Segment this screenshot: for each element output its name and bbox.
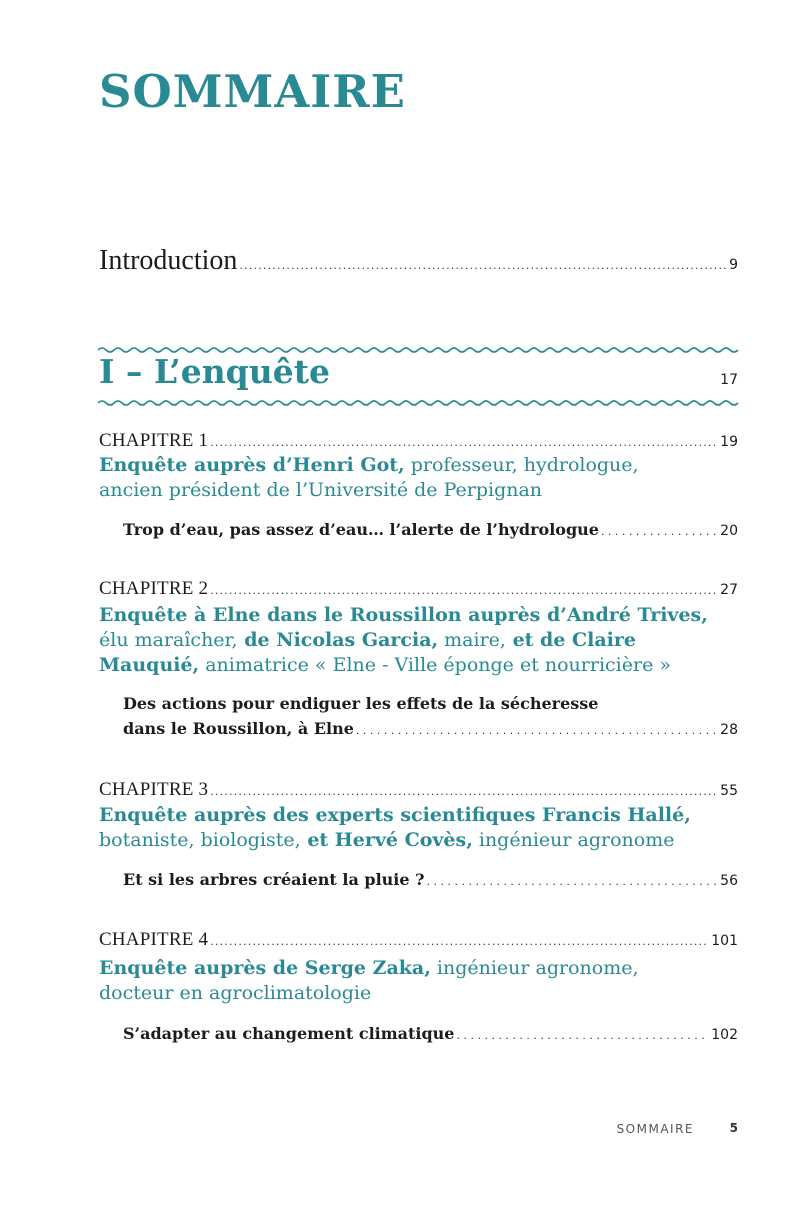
chapter-4-description (99, 956, 749, 1006)
dot-leader (210, 584, 718, 597)
desc-text: professeur, hydrologue, (404, 454, 639, 476)
subsection-title: Et si les arbres créaient la pluie ? (123, 870, 425, 889)
page-title: SOMMAIRE (99, 65, 406, 118)
desc-bold: Enquête à Elne dans le Roussillon auprès d’André Trives, (99, 604, 708, 626)
dot-leader (210, 935, 709, 948)
part-page: 17 (720, 372, 738, 388)
desc-text: ancien président de l’Université de Perpignan (99, 479, 543, 501)
subsection-page: 56 (720, 873, 738, 889)
dot-leader (210, 785, 718, 798)
desc-bold: Enquête auprès de Serge Zaka, (99, 957, 431, 979)
introduction-page: 9 (729, 257, 738, 273)
dot-leader (210, 436, 718, 449)
chapter-label: CHAPITRE 3 (99, 779, 209, 800)
subsection-page: 102 (711, 1027, 738, 1043)
chapter-label: CHAPITRE 2 (99, 578, 209, 599)
introduction-label: Introduction (99, 245, 238, 276)
chapter-page: 19 (720, 434, 738, 450)
chapter-page: 101 (711, 933, 738, 949)
toc-subsection-4[interactable] (123, 1024, 738, 1043)
dot-leader (239, 259, 727, 272)
toc-subsection-1[interactable] (123, 520, 738, 539)
subsection-title: dans le Roussillon, à Elne (123, 719, 354, 738)
desc-text: botaniste, biologiste, (99, 829, 301, 851)
desc-bold: et Hervé Covès, (300, 829, 473, 851)
chapter-3-description (99, 803, 749, 853)
footer-running-title: SOMMAIRE (616, 1122, 694, 1136)
toc-chapter-4[interactable] (99, 929, 738, 951)
desc-bold: Mauquié, (99, 654, 200, 676)
toc-subsection-3[interactable] (123, 870, 738, 889)
dot-leader (356, 724, 718, 737)
subsection-page: 28 (720, 722, 738, 738)
subsection-title: S’adapter au changement climatique (123, 1024, 455, 1043)
chapter-label: CHAPITRE 1 (99, 430, 209, 451)
toc-chapter-1[interactable] (99, 430, 738, 452)
toc-chapter-3[interactable] (99, 779, 738, 801)
chapter-page: 55 (720, 783, 738, 799)
dot-leader (456, 1029, 709, 1042)
desc-text: docteur en agroclimatologie (99, 982, 372, 1004)
desc-bold: Enquête auprès des experts scientifiques Francis Hallé, (99, 804, 691, 826)
desc-bold: de Nicolas Garcia, (237, 629, 439, 651)
toc-subsection-2[interactable] (123, 719, 738, 738)
dot-leader (601, 525, 718, 538)
chapter-label: CHAPITRE 4 (99, 929, 209, 950)
desc-text: maire, (438, 629, 506, 651)
part-title[interactable]: I – L’enquête (99, 352, 330, 391)
desc-text: ingénieur agronome (472, 829, 675, 851)
toc-subsection-2-line1[interactable] (123, 694, 598, 713)
desc-text: animatrice « Elne - Ville éponge et nourricière » (199, 654, 671, 676)
subsection-page: 20 (720, 523, 738, 539)
toc-introduction[interactable] (99, 245, 738, 277)
toc-chapter-2[interactable] (99, 578, 738, 600)
wave-divider-bottom (98, 398, 739, 408)
subsection-title: Trop d’eau, pas assez d’eau… l’alerte de l’hydrologue (123, 520, 599, 539)
chapter-2-description (99, 603, 749, 678)
chapter-page: 27 (720, 582, 738, 598)
desc-text: ingénieur agronome, (430, 957, 639, 979)
desc-text: élu maraîcher, (99, 629, 238, 651)
footer-page-number: 5 (729, 1121, 738, 1135)
desc-bold: et de Claire (505, 629, 637, 651)
dot-leader (427, 875, 719, 888)
subsection-title: Des actions pour endiguer les effets de la sécheresse (123, 694, 599, 713)
desc-bold: Enquête auprès d’Henri Got, (99, 454, 405, 476)
chapter-1-description (99, 453, 749, 503)
